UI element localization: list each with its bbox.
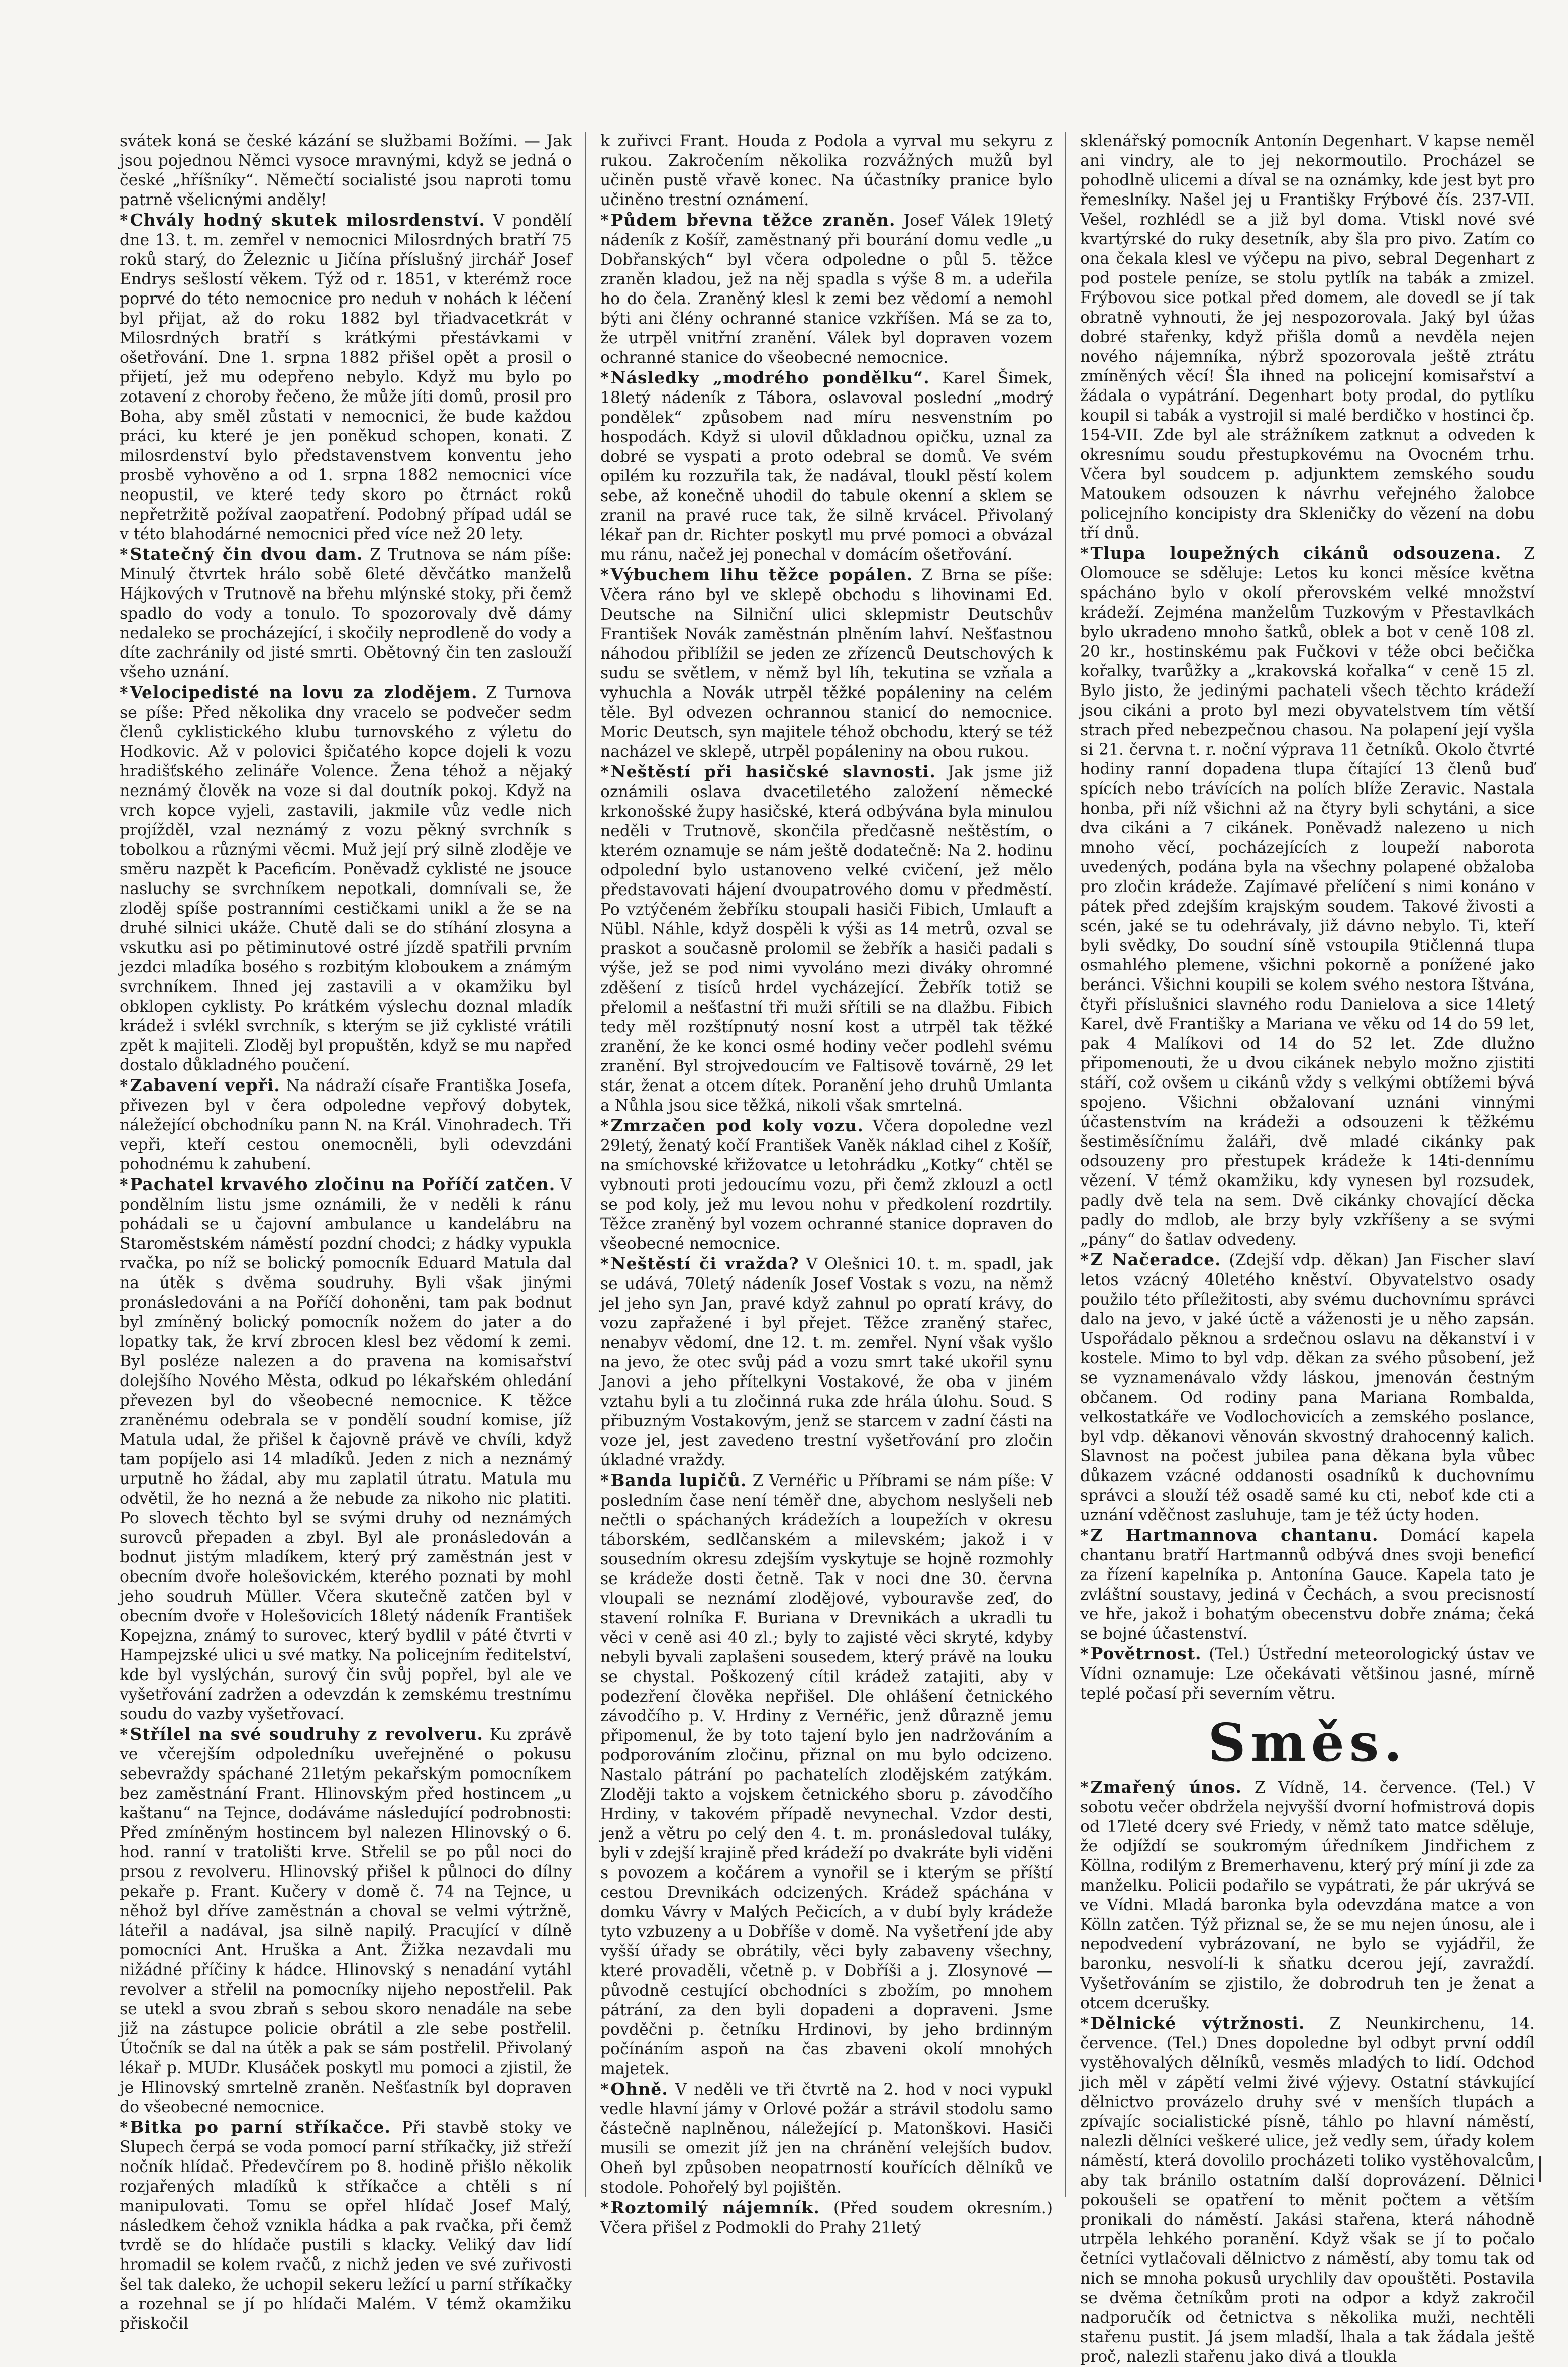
item-body: (Tel.) Ústřední meteorologický ústav ve Vídni oznamuje: Lze očekávati většinou jasné, mírně teplé počasí při severním větru. bbox=[1080, 1645, 1535, 1703]
item-headline: Půdem břevna těžce zraněn. bbox=[610, 210, 896, 230]
item-marker: * bbox=[1080, 1526, 1089, 1545]
item-body: Při stavbě stoky ve Slupech čerpá se voda pomocí parní stříkačky, již střeží nočník hlídač. Předevčírem po 8. hodině přišlo několik rozjařených mladíků k stříkačce a chtěli s ní manipulovati. Tomu se opřel hlídač Josef Malý, následkem čehož vznikla hádka a pak rvačka, při čemž tvrdě se do hlídače pustili s klacky. Veliký dav lidí hromadil se kolem rvačů, z nichž jeden ve své zuřivosti šel tak daleko, že uchopil sekeru ležící u parní stříkačky a rozehnal se jí po hlídači Malém. V témž okamžiku přiskočil bbox=[120, 2119, 572, 2333]
item-body: sklenářský pomocník Antonín Degenhart. V kapse neměl ani vindry, ale to jej nekormoutilo. Procházel se pohodlně ulicemi a díval se na oznámky, kde jest byt pro řemeslníky. Našel jej u Františky Frýbové čís. 237-VII. Vešel, rozhlédl se a již byl doma. Vtiskl nové své kvartýrské do ruky desetník, aby šla pro pivo. Zatím co ona čekala klesl ve výčepu na pivo, sebral Degenhart z pod postele peníze, se stolu pytlík na tabák a zmizel. Frýbovou sice potkal před domem, ale dovedl se jí tak obratně vyhnouti, že jej nespozorovala. Jaký byl úžas dobré stařenky, když přišla domů a nevděla nejen nového nájemníka, nýbrž spozorovala ještě ztrátu zmíněných věcí! Šla ihned na policejní komisařství a žádala o vypátrání. Degenhart boty prodal, do pytlíku koupil si tabák a vystrojil si malé berdičko v hostinci čp. 154-VII. Zde byl ale strážníkem zatknut a odveden k okresnímu soudu přestupkovému na Ovocném trhu. Včera byl soudcem p. adjunktem zemského soudu Matoukem odsouzen k návrhu veřejného žalobce policejního koncipisty dra Skleničky do vězení na dobu tří dnů. bbox=[1080, 132, 1535, 542]
news-item bbox=[120, 1174, 572, 1724]
column-3 bbox=[1080, 132, 1535, 2366]
news-item bbox=[120, 544, 572, 682]
item-headline: Zmařený únos. bbox=[1090, 1777, 1242, 1797]
item-body: V Olešnici 10. t. m. spadl, jak se udává, 70letý nádeník Josef Vostak s vozu, na němž jel jeho syn Jan, pravé když zahnul po opratí krávy, do vozu zapřažené i byl přejet. Těžce zraněný stařec, nenabyv vědomí, dne 12. t. m. zemřel. Nyní však vyšlo na jevo, že otec svůj pád a vozu smrt také ukořil synu Janovi a jeho přítelkyni Vostakové, že oba v jiném vztahu byli a tu zločinná ruka zde hrála úlohu. Soud. S přibuzným Vostakovým, jenž se starcem v zadní části na voze jel, jest zavedeno trestní vyšetřování pro zločin úkladné vraždy. bbox=[600, 1255, 1053, 1469]
column-divider bbox=[1065, 132, 1066, 2197]
item-body: Z Olomouce se sděluje: Letos ku konci měsíce května spácháno bylo v okolí přerovském velké množství krádeží. Zejména manželům Tuzkovým v Přestavlkách bylo ukradeno mnoho šatků, oblek a bot v ceně 108 zl. 20 kr., hostinskému pak Fučkovi v téže obci bečička kořalky, tvarůžky a „krakovská kořalka“ v ceně 15 zl. Bylo jisto, že jedinými pachateli všech těchto krádeží jsou cikáni a proto byl mezi obyvatelstvem tím větší strach před nebezpečnou chasou. Na polapení její vyšla si 21. června t. r. noční výprava 11 četníků. Okolo čtvrté hodiny ranní dopadena tlupa čítající 13 členů buď spících nebo trávících na polích blíže Zeravic. Nastala honba, při níž všichni až na čtyry byli schytáni, a sice dva cikáni a 7 cikánek. Poněvadž nalezeno u nich mnoho věcí, pocházejících z loupeží naborota uvedených, podána byla na všechny polapené obžaloba pro zločin krádeže. Zajímavé přelíčení s nimi konáno v pátek před zdejším krajským soudem. Takové živosti a scén, jaké se tu odehrávaly, již dávno nebylo. Ti, kteří byli svědky, Do soudní síně vstoupila 9tičlenná tlupa osmahlého plemene, všichni pokorně a ponížené jako beránci. Všichni koupili se kolem svého nestora Ištvána, čtyři příslušnici slavného rodu Danielova a sice 14letý Karel, dvě Františky a Mariana ve věku od 14 do 59 let, pak 4 Malíkovi od 14 do 52 let. Zde dlužno připomenouti, že u dvou cikánek nebylo možno zjistiti stáří, což ovšem u cikánů vždy s velkými obtížemi bývá spojeno. Všichni obžalovaní uznáni vinnými účastenstvím na krádeži a odsouzeni k těžkému šestiměsíčnímu žaláři, dvě mladé cikánky pak odsouzeny pro přestupek krádeže k 14ti-dennímu vězení. V témž okamžiku, kdy vynesen byl rozsudek, padly dvě tela na sem. Dvě cikánky chovající děcka padly do mdlob, ale brzy byly vzkříšeny a se svými „pány“ do šatlav odvedeny. bbox=[1080, 545, 1535, 1249]
item-headline: Pachatel krvavého zločinu na Poříčí zatčen. bbox=[130, 1174, 556, 1194]
item-marker: * bbox=[1080, 1251, 1089, 1269]
item-headline: Neštěstí či vražda? bbox=[610, 1254, 799, 1273]
item-marker: * bbox=[600, 2080, 609, 2099]
item-body: (Před soudem okresním.) Včera přišel z Podmokli do Prahy 21letý bbox=[600, 2199, 1053, 2237]
news-item bbox=[600, 1470, 1053, 2079]
item-marker: * bbox=[1080, 544, 1089, 563]
item-body: k zuřivci Frant. Houda z Podola a vyrval mu sekyru z rukou. Zakročením několika rozvážných mužů byl učiněn pustě vřavě konec. Na účastníky pranice bylo učiněno trestní oznámení. bbox=[600, 132, 1053, 209]
item-marker: * bbox=[600, 1255, 609, 1273]
item-body: Včera dopoledne vezl 29letý, ženatý kočí František Vaněk náklad cihel z Košíř, na smíchovské křižovatce u letohrádku „Kotky“ chtěl se vybnouti proti jedoucímu vozu, při čemž zklouzl a octl se pod koly, jež mu levou nohu v předkolení rozdrtily. Těžce zraněný byl vozem ochranné stanice dopraven do všeobecné nemocnice. bbox=[600, 1117, 1053, 1253]
item-headline: Výbuchem lihu těžce popálen. bbox=[610, 565, 913, 584]
news-item bbox=[600, 1254, 1053, 1470]
item-headline: Z Hartmannova chantanu. bbox=[1090, 1525, 1379, 1545]
item-marker: * bbox=[120, 545, 128, 564]
item-headline: Z Načeradce. bbox=[1090, 1250, 1221, 1269]
news-item bbox=[120, 1075, 572, 1174]
margin-mark bbox=[1539, 2156, 1541, 2182]
news-item bbox=[600, 132, 1053, 210]
item-headline: Bitka po parní stříkačce. bbox=[130, 2117, 391, 2137]
item-marker: * bbox=[600, 211, 609, 230]
item-body: Z Vernéřic u Příbrami se nám píše: V posledním čase není téměř dne, abychom neslyšeli neb nečtli o spáchaných krádežích a loupežích v okresu táborském, sedlčanském a milevském; jakož i v sousedním okresu zdejším vyskytuje se hojně rozmohly se krádeže dosti četně. Tak v noci dne 30. června vloupali se neznámí zlodějové, vybouravše zeď, do stavení rolníka F. Buriana v Drevnikách a ukradli tu věci v ceně asi 40 zl.; byly to zajisté věci skryté, kdyby nebyli byvali zaplašeni sousedem, který právě na louku se chystal. Poškozený cítil krádež zatajiti, aby v podezření člověka nepřišel. Dle ohlášení četnického závodčího p. V. Hrdiny z Vernéřic, jenž důrazně jemu připomenul, že by toto tajení bylo jen nadržováním a podporováním zločinu, přiznal on mu bylo odcizeno. Nastalo pátrání po pachatelích zlodějském zatýkám. Zloději takto a vojskem četnického sboru p. závodčího Hrdiny, v takovém případě nevynechal. Vzdor desti, jenž a větru po celý den 4. t. m. pronásledoval tuláky, byli v zdejší krajině před krádeží po dvakráte byli viděni s povozem a kočárem a vynořil se i kterým se příští cestou Drevnikách odcizených. Krádež spáchána v domku Vávry v Malých Pečicích, a v dubí byly krádeže tyto vzbuzeny a u Dobříše v domě. Na vyšetření jde aby vyšší úřady se obrátily, věci byly zabaveny všechny, které provaděli, včetně p. v Dobříši a j. Zlosynové — původně cestující obchodníci s zbožím, po mnohem pátrání, za den byli dopadeni a dopraveni. Jsme povděčni p. četníku Hrdinovi, by jeho brdinným počínáním aspoň na čas zbaveni okolí mnohých majetek. bbox=[600, 1472, 1053, 2078]
item-marker: * bbox=[600, 1117, 609, 1135]
item-marker: * bbox=[1080, 2014, 1089, 2033]
news-item bbox=[120, 1724, 572, 2117]
item-body: Z Turnova se píše: Před několika dny vracelo se podvečer sedm členů cyklistického klubu turnovského z výletu do Hodkovic. Až v polovici špičatého kopce dojeli k vozu hradišťského zelináře Volence. Žena téhož a nějaký neznámý člověk na voze si dal doutník pokoj. Když na vrch kopce vyjeli, zastavili, jakmile vůz vedle nich projížděl, vzal neznámý z vozu pěkný svrchník s tobolkou a různými věcmi. Muž její prý silně zloděje ve směru nazpět k Paceficím. Poněvadž cyklisté ne jsouce nasluchy se svrchníkem nepotkali, domnívali se, že zloděj spíše postranními cestičkami unikl a že se na druhé silnici ukáže. Chutě dali se do stíhání zlosyna a vskutku asi po pětiminutové ostré jízdě spatřili prvním jezdci mladíka bosého s rozbitým kloboukem a známým svrchníkem. Ihned jej zastavili a v okamžiku byl obklopen cyklisty. Po krátkém výslechu doznal mladík krádež i svlékl svrchník, s kterým se již cyklisté vrátili zpět k majiteli. Zloděj byl propuštěn, když se mu napřed dostalo důkladného poučení. bbox=[120, 684, 572, 1074]
news-item bbox=[120, 210, 572, 544]
item-headline: Střílel na své soudruhy z revolveru. bbox=[130, 1724, 483, 1744]
item-marker: * bbox=[600, 1471, 609, 1490]
item-body: Z Trutnova se nám píše: Minulý čtvrtek hrálo sobě 6leté děvčátko manželů Hájkových v Trutnově na břehu mlýnské stoky, při čemž spadlo do vody a tonulo. To spozorovaly dvě dámy nedaleko se procházející, i skočily neprodleně do vody a díte zachránily od jisté smrti. Obětovný čin ten zaslouží všeho uznání. bbox=[120, 546, 572, 681]
item-body: Karel Šimek, 18letý nádeník z Tábora, oslavoval poslední „modrý pondělek“ způsobem nad míru nesvenstním po hospodách. Když si ulovil důkladnou opičku, uznal za dobré se vyspati a proto odebral se domů. Ve svém opilém ku rozzuřila tak, že nadával, tloukl pěstí kolem sebe, až konečně uhodil do tabule okenní a sklem se zranil na pravé ruce tak, že silně krvácel. Přivolaný lékař pan dr. Richter poskytl mu prvé pomoci a obvázal mu ránu, načež jej ponechal v domácím ošetřování. bbox=[600, 369, 1053, 564]
item-body: V neděli ve tři čtvrtě na 2. hod v noci vypukl vedle hlavní jámy v Orlové požár a strávil stodolu samo částečně naplněnou, náležející p. Matonškovi. Hasiči musili se omezit jíž jen na chránění velejších budov. Oheň byl způsoben neopatrností kouřících dělníků ve stodole. Pohořelý byl pojištěn. bbox=[600, 2081, 1053, 2197]
item-marker: * bbox=[120, 1725, 128, 1744]
news-item bbox=[1080, 132, 1535, 543]
news-item bbox=[1080, 1525, 1535, 1644]
item-headline: Neštěstí při hasičské slavnosti. bbox=[610, 762, 936, 781]
item-marker: * bbox=[120, 1076, 128, 1095]
item-marker: * bbox=[600, 566, 609, 584]
item-marker: * bbox=[120, 683, 128, 702]
news-item bbox=[1080, 1777, 1535, 2013]
item-headline: Roztomilý nájemník. bbox=[610, 2198, 820, 2217]
column-1 bbox=[120, 132, 572, 2333]
item-headline: Statečný čin dvou dam. bbox=[130, 544, 363, 564]
item-headline: Následky „modrého pondělku“. bbox=[610, 368, 930, 387]
item-body: V pondělí dne 13. t. m. zemřel v nemocnici Milosrdných bratří 75 roků starý, do Železnic u Jičína příslušný jirchář Josef Endrys sešlostí věkem. Týž od r. 1851, v kterémž roce poprvé do této nemocnice pro neduh v nohách k léčení byl přijat, až do roku 1882 byl třiadvacetkrát v Milosrdných bratří s krátkými přestávkami v ošetřování. Dne 1. srpna 1882 přišel opět a prosil o přijetí, jež mu odepřeno nebylo. Když mu bylo po zotavení z choroby řečeno, že může jíti domů, prosil pro Boha, aby směl zůstati v nemocnici, že bude každou práci, ku které je jen poněkud schopen, konati. Z milosrdenství bylo představenstvem konventu jeho prosbě vyhověno a od 1. srpna 1882 nemocnici více neopustil, ve které tedy skoro po čtrnáct roků nepřetržitě požíval zaopatření. Podobný případ udál se v této blahodárné nemocnici před více než 20 lety. bbox=[120, 212, 572, 543]
news-item bbox=[120, 682, 572, 1075]
item-marker: * bbox=[600, 2199, 609, 2217]
item-body: Z Brna se píše: Včera ráno byl ve sklepě obchodu s lihovinami Ed. Deutsche na Silniční ulici sklepmistr Deutschův František Novák zaměstnán plněním lahví. Nešťastnou náhodou přiblížil se jeden ze zřízenců Deutschových k sudu se světlem, v němž byl líh, tekutina se vzňala a vyhuchla a Novák utrpěl těžké popáleniny na celém těle. Byl odvezen ochrannou stanicí do nemocnice. Moric Deutsch, syn majitele téhož obchodu, který se též nacházel ve sklepě, utrpěl popáleniny na obou rukou. bbox=[600, 566, 1053, 761]
item-headline: Velocipedisté na lovu za zlodějem. bbox=[130, 682, 478, 702]
column-divider bbox=[585, 132, 586, 2197]
news-item bbox=[600, 2079, 1053, 2198]
item-body: Jak jsme již oznámili oslava dvacetiletého založení německé krkonošské župy hasičské, která odbývána byla minulou neděli v Trutnově, skončila předčasně neštěstím, o kterém oznamuje se nám ještě dodatečně: Na 2. hodinu odpolední bylo ustanoveno velké cvičení, jež mělo představovati hájení dvoupatrového domu v předměstí. Po vztýčeném žebříku stoupali hasiči Fibich, Umlauft a Nübl. Náhle, když dospěli k výši as 14 metrů, ozval se praskot a současně prolomil se žebřík a hasiči padali s výše, jež se pod nimi vyvoláno mezi diváky ohromné zděšení z tisíců hrdel vycházející. Žebřík totiž se přelomil a nešťastní tři muži sřítili se na dlažbu. Fibich tedy měl rozštípnutý nosní kost a utrpěl tak těžké zranění, že ke konci osmé hodiny večer podlehl svému zranění. Byl strojvedoucím ve Faltisově továrně, 29 let stár, ženat a otcem dítek. Poranění jeho druhů Umlanta a Nůhla jsou sice těžká, nikoli však smrtelná. bbox=[600, 763, 1053, 1115]
item-body: Domácí kapela chantanu bratří Hartmannů odbývá dnes svoji beneficí za řízení kapelníka p. Antonína Gauce. Kapela tato je zvláštní soustavy, jediná v Čechách, a svou precisností ve hře, jakož i bohatým obecenstvu dobře známa; čeká se bojné účastenství. bbox=[1080, 1527, 1535, 1643]
item-headline: Zmrzačen pod koly vozu. bbox=[610, 1116, 864, 1135]
news-item bbox=[120, 2117, 572, 2334]
news-item bbox=[1080, 1250, 1535, 1525]
item-headline: Ohně. bbox=[610, 2079, 668, 2099]
news-item bbox=[600, 210, 1053, 368]
item-marker: * bbox=[120, 1175, 128, 1194]
item-headline: Dělnické výtržnosti. bbox=[1090, 2013, 1305, 2033]
item-body: svátek koná se české kázání se službami Božími. — Jak jsou pojednou Němci vysoce mravnými, když se jedná o české „hříšníky“. Němečtí socialisté jsou naproti tomu patrně všelicnými anděly! bbox=[120, 132, 572, 209]
item-headline: Banda lupičů. bbox=[610, 1470, 747, 1490]
news-item bbox=[600, 762, 1053, 1116]
item-body: V pondělním listu jsme oznámili, že v neděli k ránu pohádali se u čajovní ambulance u kandelábru na Staroměstském náměstí pozdní chodci; z hádky vypukla rvačka, po níž se bolický pomocník Eduard Matula dal na útěk s dvěma soudruhy. Byli však jinými pronásledováni a na Poříčí dohoněni, tam pak bodnut byl zmíněný bolický pomocník nožem do jater a do lopatky tak, že krví zbrocen klesl bez vědomí k zemi. Byl posléze nalezen a do pravena na komisařství dolejšího Nového Města, odkud po lékařském ohledání převezen byl do všeobecné nemocnice. K těžce zraněnému odebrala se v pondělí soudní komise, jíž Matula udal, že přišel k čajovně právě ve chvíli, když tam popíjelo asi 14 mladíků. Jeden z nich a neznámý urputně ho žádal, aby mu zaplatil útratu. Matula mu odvětil, že ho nezná a že nebude za nikoho nic platiti. Po slovech těchto byl se svými druhy od neznámých surovců přepaden a zbyl. Byl ale pronásledován a bodnut jistým mladíkem, který prý zaměstnán jest v obecním dvoře holešovickém, kterého poznati by mohl jeho soudruh Müller. Včera skutečně zatčen byl v obecním dvoře v Holešovicích 18letý nádeník František Kopejzna, známý to surovec, který bydlil v páté čtvrti v Hampejzské ulici u své matky. Na policejním ředitelství, kde byl vyslýchán, surový čin svůj popřel, byl ale ve vyšetřování zadržen a odevzdán k zemskému trestnímu soudu do vazby vyšetřovací. bbox=[120, 1176, 572, 1723]
item-body: (Zdejší vdp. děkan) Jan Fischer slaví letos vzácný 40letého kněství. Obyvatelstvo osady použilo této příležitosti, aby svému duchovnímu správci dalo na jevo, v jaké úctě a váženosti je u něho zapsán. Uspořádalo pěknou a srdečnou oslavu na děkanství i v kostele. Mimo to byl vdp. děkan za svého působení, jež se vyznamenávalo vždy láskou, jmenován čestným občanem. Od rodiny pana Mariana Rombalda, velkostatkáře ve Vodlochovicích a zemského poslance, byl vdp. děkanovi věnován skvostný drahocenný kalich. Slavnost na počest jubilea pana děkana byla vůbec důkazem vzácné oddanosti osadníků k duchovnímu správci a slouží též osadě samé ku cti, neboť kde cti a uznání vděčnost zasluhuje, tam je též úcty hoden. bbox=[1080, 1251, 1535, 1524]
item-marker: * bbox=[1080, 1778, 1089, 1797]
item-marker: * bbox=[600, 763, 609, 781]
item-body: Z Neunkirchenu, 14. července. (Tel.) Dnes dopoledne byl odbyt první oddíl vystěhovalých dělníků, vesměs mladých to lidí. Odchod jich měl v zápětí velmi živé výjevy. Ostatní stávkující dělnictvo provázelo druhy své v menších tlupách a zpívajíc socialistické písně, táhlo po hlavní náměstí, nalezli dělníci veškeré ulice, jež vedly sem, úřady kolem náměstí, která dovolilo procházeti toliko vystěhovalcům, aby tak bránilo ostatním další doprovázení. Dělnici pokoušeli se opatření to měnit počtem a větším pronikali do náměstí. Jakási stařena, která náhodně utrpěla lehkého poranění. Když však se jí to počalo četníci vytlačovali dělnictvo z náměstí, aby tomu tak od nich se mnoha pokusů urychlily dav opouštěti. Postavila se dvěma četníkům proti na odpor a když zakročil nadporučík od četnictva s několika muži, nechtěli stařenu pustit. Já jsem mladší, lhala a tak žádala ještě proč, nalezli stařenu jako divá a tloukla bbox=[1080, 2015, 1535, 2366]
item-body: Josef Válek 19letý nádeník z Košíř, zaměstnaný při bourání domu vedle „u Dobřanských“ byl včera odpoledne o půl 5. těžce zraněn kladou, jež na něj spadla s výše 8 m. a udeřila ho do čela. Zraněný klesl k zemi bez vědomí a nemohl býti ani člény ochranné stanice vzkříšen. Má se za to, že utrpěl vnitřní zranění. Válek byl dopraven vozem ochranné stanice do všeobecné nemocnice. bbox=[600, 212, 1053, 367]
item-marker: * bbox=[120, 2118, 128, 2137]
item-body: Ku zprávě ve včerejším odpoledníku uveřejněné o pokusu sebevraždy spáchané 21letým pekařským pomocníkem bez zaměstnání Frant. Hlinovským před hostincem „u kaštanu“ na Tejnce, dodáváme následující podrobnosti: Před zmíněným hostincem byl nalezen Hlinovský o 6. hod. ranní v tratolišti krve. Střelil se po půl noci do prsou z revolveru. Hlinovský přišel k půlnoci do dílny pekaře p. Frant. Kučery v domě č. 74 na Tejnce, u něhož byl dříve zaměstnán a choval se velmi výtržně, láteřil a nadával, jsa silně napilý. Pracující v dílně pomocníci Ant. Hruška a Ant. Žižka nezavdali mu nižádné příčiny k hádce. Hlinovský s nenadání vytáhl revolver a střelil na pomocníky nijeho nepostřelil. Pak se utekl a svou zbraň s sebou skoro nenadále na sebe již na zástupce policie obrátil a zle sebe postřelil. Útočník se dal na útěk a pak se sám postřelil. Přivolaný lékař p. MUDr. Klusáček poskytl mu pomoci a zjistil, že je Hlinovský smrtelně zraněn. Nešťastník byl dopraven do všeobecné nemocnice. bbox=[120, 1726, 572, 2116]
item-headline: Tlupa loupežných cikánů odsouzena. bbox=[1090, 543, 1502, 563]
section-title-smes: Směs. bbox=[1208, 1712, 1407, 1773]
item-body: Z Vídně, 14. července. (Tel.) V sobotu večer obdržela nejvyšší dvorní hofmistrová dopis od 17leté dcery své Friedy, v němž tato matce sděluje, že odjíždí se soukromým úředníkem Jindřichem z Köllna, rodilým z Bremerhavenu, který prý míní ji zde za manželku. Policii podařilo se vypátrati, že pár ukrývá se ve Vídni. Mladá baronka byla odevzdána matce a von Kölln zatčen. Týž přiznal se, že se mu nejen únosu, ale i nepodvedení vybrázovaní, ne bylo se vyjádřil, že baronku, nesvolí-li k sňatku dcerou její, zavraždí. Vyšetřováním se zjistilo, že dobrodruh ten je ženat a otcem dcerušky. bbox=[1080, 1779, 1535, 2012]
news-item bbox=[600, 1116, 1053, 1254]
news-item bbox=[1080, 1644, 1535, 1704]
news-item bbox=[1080, 2013, 1535, 2367]
item-headline: Zabavení vepři. bbox=[130, 1075, 280, 1095]
item-headline: Povětrnost. bbox=[1090, 1644, 1202, 1663]
item-body: Na nádraží císaře Františka Josefa, přivezen byl v čera odpoledne vepřový dobytek, náležející obchodníku pann N. na Král. Vinohradech. Tři vepři, kteří cestou onemocněli, byli odevzdáni pohodnému k zahubení. bbox=[120, 1077, 572, 1173]
news-item bbox=[1080, 543, 1535, 1250]
item-marker: * bbox=[1080, 1645, 1089, 1663]
news-item bbox=[600, 565, 1053, 762]
item-marker: * bbox=[120, 211, 128, 230]
news-item bbox=[600, 368, 1053, 565]
column-2 bbox=[600, 132, 1053, 2237]
item-headline: Chvály hodný skutek milosrdenství. bbox=[130, 210, 485, 230]
news-item bbox=[120, 132, 572, 210]
item-marker: * bbox=[600, 369, 609, 387]
news-item bbox=[600, 2198, 1053, 2238]
